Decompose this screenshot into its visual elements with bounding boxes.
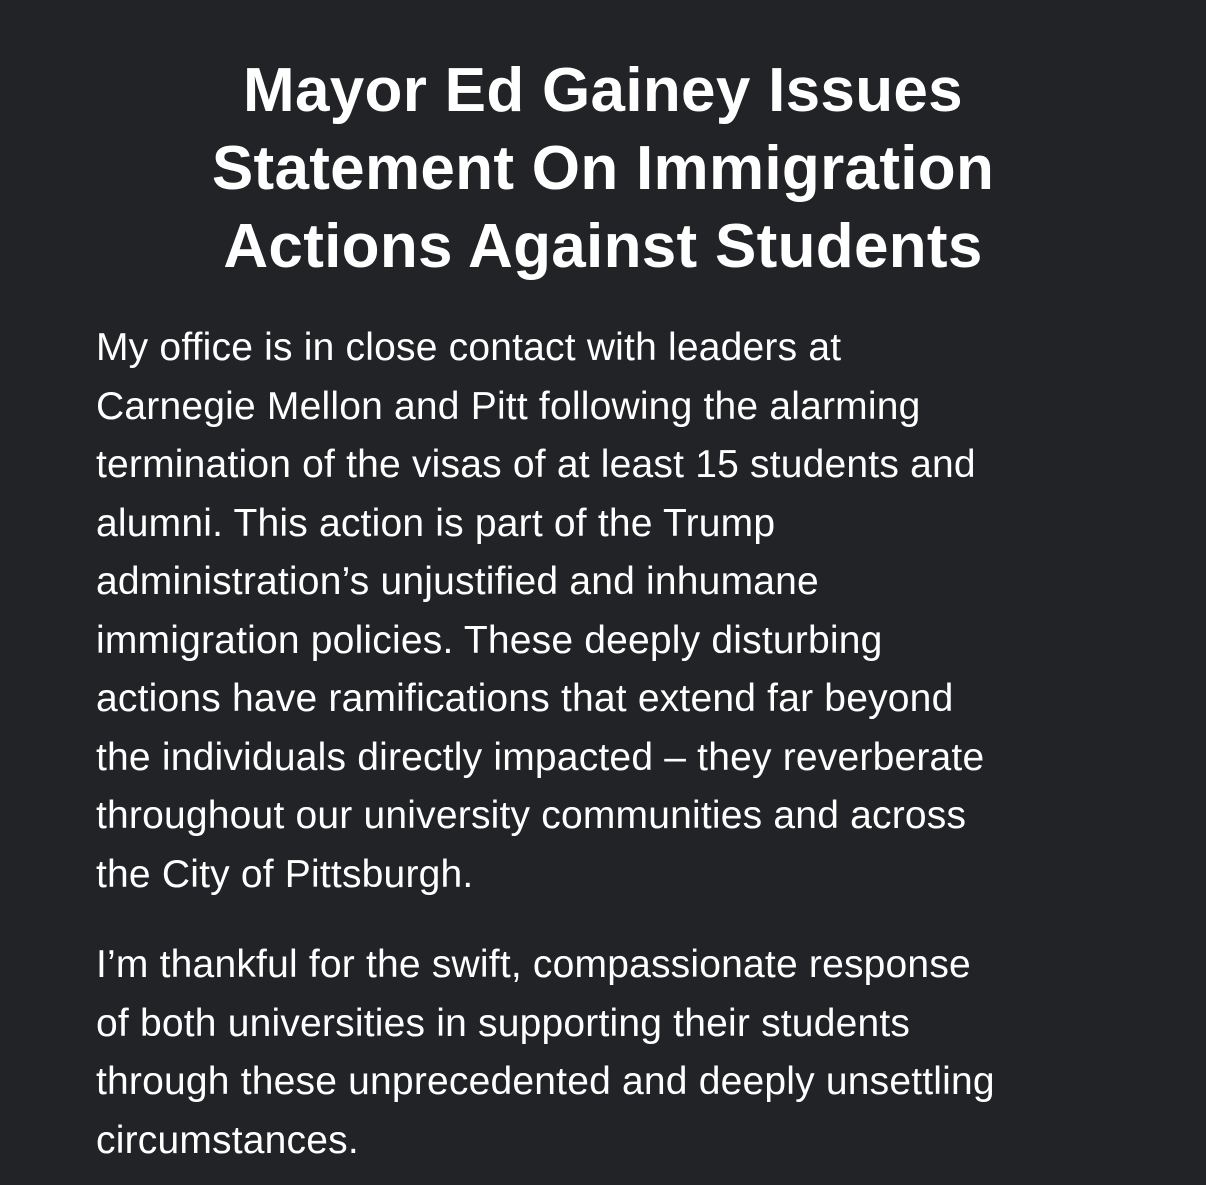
paragraph-line: My office is in close contact with leaders at <box>96 326 842 369</box>
title-line: Statement On Immigration <box>211 134 995 203</box>
paragraph-line: actions have ramifications that extend far beyond <box>96 677 954 720</box>
paragraph-line: circumstances. <box>96 1118 359 1162</box>
paragraph-line: immigration policies. These deeply disturbing <box>96 618 883 662</box>
paragraph-line: Carnegie Mellon and Pitt following the alarming <box>96 384 921 428</box>
statement-paragraph-2 <box>96 936 1136 1170</box>
paragraph-line: administration’s unjustified and inhumane <box>96 560 819 603</box>
paragraph-line: of both universities in supporting their students <box>96 1001 911 1045</box>
paragraph-line: termination of the visas of at least 15 students and <box>96 443 976 486</box>
paragraph-line: the individuals directly impacted – they reverberate <box>96 735 985 779</box>
title-line: Actions Against Students <box>223 212 983 281</box>
title-line: Mayor Ed Gainey Issues <box>243 56 963 125</box>
statement-paragraph-1 <box>96 319 1136 904</box>
paragraph-line: I’m thankful for the swift, compassionate response <box>96 943 971 986</box>
paragraph-line: the City of Pittsburgh. <box>96 852 474 896</box>
paragraph-line: through these unprecedented and deeply unsettling <box>96 1060 995 1103</box>
paragraph-line: alumni. This action is part of the Trump <box>96 501 776 545</box>
article-title <box>100 52 1106 286</box>
paragraph-line: throughout our university communities and across <box>96 794 967 837</box>
